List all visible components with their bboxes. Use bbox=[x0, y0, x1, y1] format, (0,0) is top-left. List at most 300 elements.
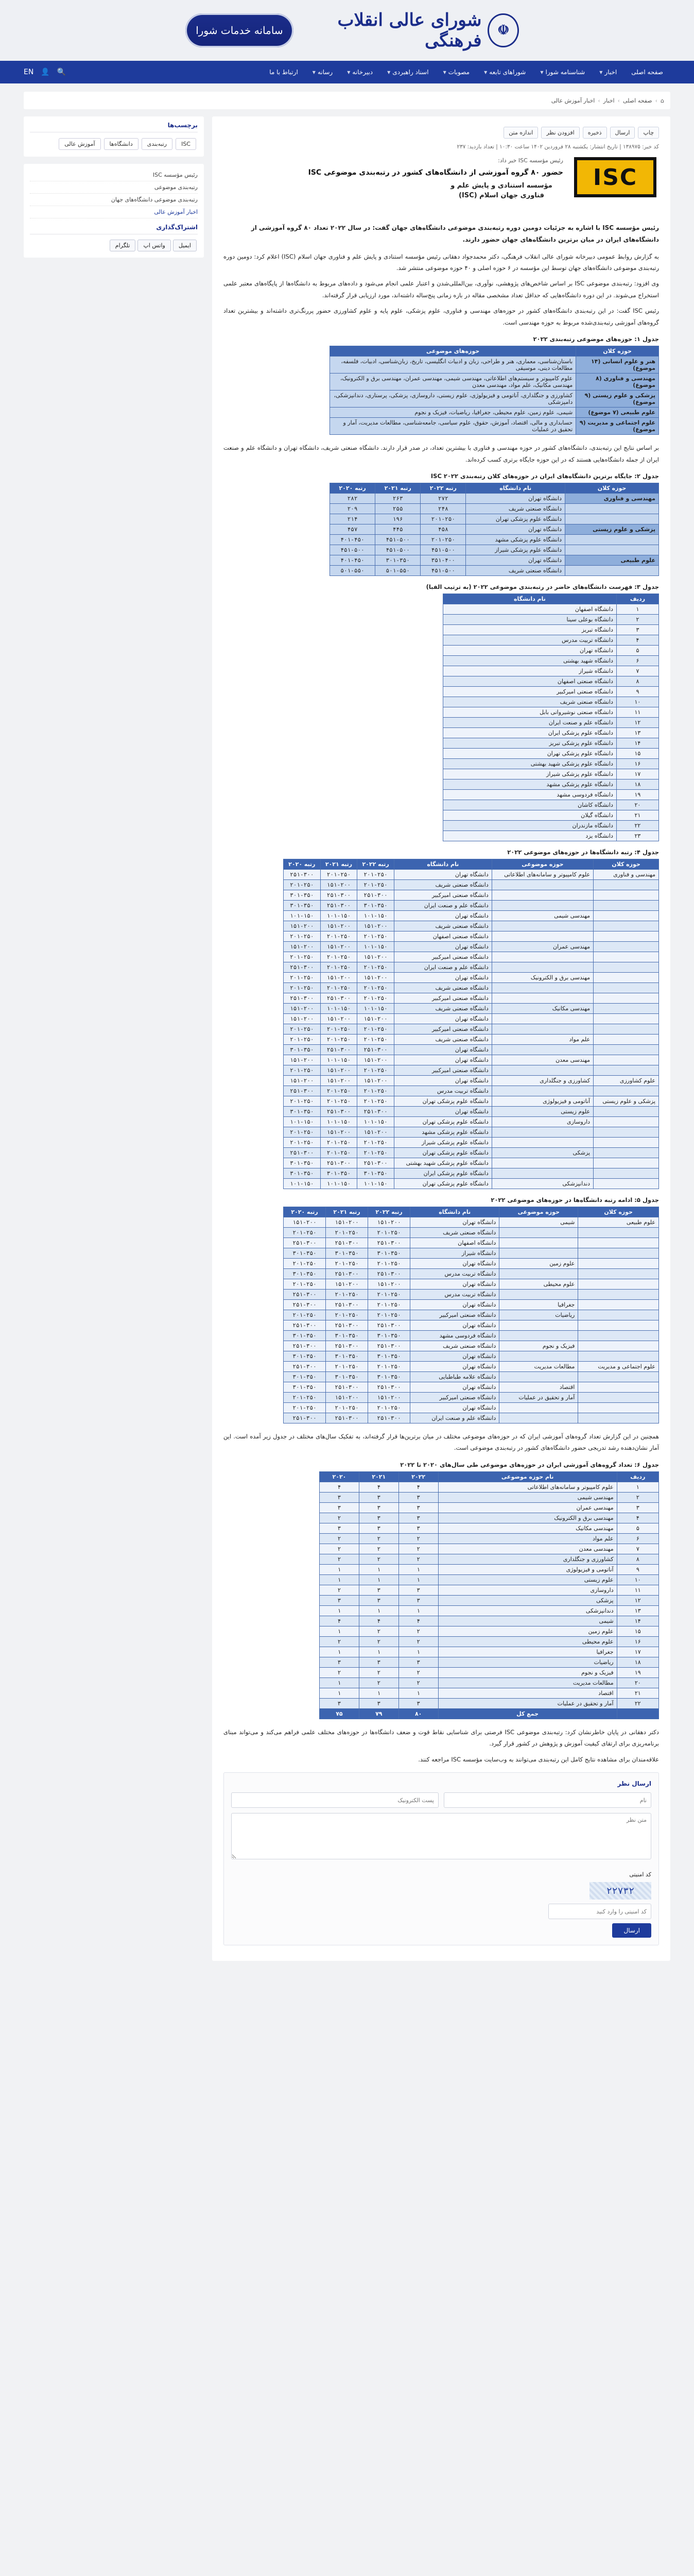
nav-item-2[interactable] bbox=[533, 61, 592, 83]
table-cell: مهندسی شیمی bbox=[492, 910, 593, 921]
table-cell: ۲۵۱-۳۰۰ bbox=[284, 993, 321, 1003]
table-cell bbox=[492, 1024, 593, 1034]
table-cell bbox=[594, 1137, 659, 1147]
table-cell: ۳ bbox=[617, 1502, 658, 1513]
table-cell: دانشگاه کاشان bbox=[443, 800, 617, 810]
nav-item-0[interactable] bbox=[624, 61, 670, 83]
table-cell: ۱ bbox=[320, 1605, 359, 1616]
table-row bbox=[330, 545, 659, 555]
table-row bbox=[443, 779, 659, 789]
table-cell: اقتصاد bbox=[499, 1382, 578, 1392]
table-header-cell: رتبه ۲۰۲۰ bbox=[330, 483, 375, 493]
table-cell: داروسازی bbox=[492, 1116, 593, 1127]
table-header-cell: رتبه ۲۰۲۲ bbox=[357, 859, 394, 869]
table-cell: ۲۰۱-۲۵۰ bbox=[368, 1361, 410, 1371]
table-cell: ۱۵۱-۲۰۰ bbox=[320, 921, 357, 931]
table-cell: ۲۲ bbox=[617, 1698, 658, 1708]
table-cell: دانشگاه صنعتی امیرکبیر bbox=[394, 890, 492, 900]
table-row bbox=[320, 1564, 659, 1574]
table-cell: ۱۱ bbox=[617, 1585, 658, 1595]
table-cell: ۲۵۱-۳۰۰ bbox=[368, 1320, 410, 1330]
nav-item-3[interactable] bbox=[477, 61, 533, 83]
table-cell: ۳۰۱-۳۵۰ bbox=[284, 1106, 321, 1116]
table-cell: دانشگاه علم و صنعت ایران bbox=[394, 962, 492, 972]
table-row bbox=[284, 952, 659, 962]
nav-item-1[interactable] bbox=[592, 61, 624, 83]
table-cell: ۳ bbox=[398, 1492, 438, 1502]
table-cell: ۳۰۱-۳۵۰ bbox=[326, 1371, 368, 1382]
table-header-row bbox=[284, 1207, 659, 1217]
table-cell: دانشگاه صنعتی امیرکبیر bbox=[443, 686, 617, 697]
nav-item-4[interactable] bbox=[436, 61, 477, 83]
table-group-counts bbox=[319, 1471, 659, 1719]
article-paragraphs bbox=[223, 251, 659, 329]
table-cell: آمار و تحقیق در عملیات bbox=[438, 1698, 617, 1708]
table-cell: ۳۰۱-۳۵۰ bbox=[284, 890, 321, 900]
table-cell bbox=[499, 1227, 578, 1238]
table-cell: ۲۵۱-۳۰۰ bbox=[284, 869, 321, 879]
table-row bbox=[443, 604, 659, 614]
table-row bbox=[443, 717, 659, 727]
table-cell: علوم طبیعی bbox=[578, 1217, 659, 1227]
table-cell: ۴ bbox=[359, 1482, 398, 1492]
table-cell: ۲۰۱-۲۵۰ bbox=[320, 1024, 357, 1034]
table-row bbox=[284, 900, 659, 910]
table-cell: دانشگاه صنعتی امیرکبیر bbox=[394, 952, 492, 962]
table-cell: ۲۰۱-۲۵۰ bbox=[357, 1147, 394, 1158]
table-cell: ۲۵۱-۳۰۰ bbox=[284, 1238, 326, 1248]
share-email-button[interactable]: ایمیل bbox=[173, 240, 197, 251]
table-cell: دانشگاه تهران bbox=[394, 1044, 492, 1055]
user-icon[interactable]: 👤 bbox=[41, 68, 50, 76]
table-row bbox=[284, 1402, 659, 1413]
nav-item-label: اسناد راهبردی bbox=[392, 69, 429, 76]
table-cell: ۲۰۱-۲۵۰ bbox=[320, 1034, 357, 1044]
table-cell: مهندسی و فناوری (۸ موضوع) bbox=[576, 374, 659, 391]
sidebar-share-buttons bbox=[30, 239, 198, 252]
table-row bbox=[330, 503, 659, 514]
table-cell: ۲ bbox=[398, 1667, 438, 1677]
table-cell: دانشگاه صنعتی شریف bbox=[410, 1341, 499, 1351]
table-cell: دانشگاه شیراز bbox=[443, 666, 617, 676]
main-navbar bbox=[0, 61, 694, 83]
table-cell: ۱ bbox=[320, 1564, 359, 1574]
table-cell: ۴ bbox=[617, 1513, 658, 1523]
table-cell bbox=[499, 1289, 578, 1299]
table-cell: ۵ bbox=[616, 645, 658, 655]
breadcrumb-item[interactable]: اخبار آموزش عالی bbox=[551, 97, 595, 104]
article-tool-button[interactable]: ذخیره bbox=[583, 127, 607, 139]
emblem-icon: ☫ bbox=[488, 13, 519, 47]
table-cell: ۱ bbox=[320, 1677, 359, 1688]
article-tool-button[interactable]: ارسال bbox=[610, 127, 635, 139]
table-cell: دانشگاه فردوسی مشهد bbox=[443, 789, 617, 800]
table-cell: دانشگاه صنعتی شریف bbox=[394, 921, 492, 931]
table-row bbox=[284, 1268, 659, 1279]
table-cell: دانشگاه علوم پزشکی شیراز bbox=[466, 545, 565, 555]
article-paragraph: رئیس ISC گفت: در این رتبه‌بندی دانشگاه‌های کشور در حوزه‌های مهندسی و فناوری، علوم پزشکی، علوم پایه و علوم کشاورزی حضور پررنگ‌تری داشته‌اند و بیشترین تعداد گروه‌های آموزشی رتبه‌بندی‌شده مربوط به حوزه مهندسی است. bbox=[223, 307, 659, 326]
table-header-cell: حوزه موضوعی bbox=[499, 1207, 578, 1217]
table-cell: ۱۸ bbox=[617, 1657, 658, 1667]
table-cell: ۱۲ bbox=[616, 717, 658, 727]
chevron-down-icon: ▼ bbox=[387, 70, 391, 75]
table-cell: ۱۰۱-۱۵۰ bbox=[357, 1178, 394, 1189]
share-telegram-button[interactable]: تلگرام bbox=[110, 240, 136, 251]
table-row bbox=[284, 1086, 659, 1096]
table-cell bbox=[578, 1279, 659, 1289]
table-cell: ۲۰ bbox=[617, 1677, 658, 1688]
article-paragraph: به گزارش روابط عمومی دبیرخانه شورای عالی انقلاب فرهنگی، دکتر محمدجواد دهقانی رئیس مؤسسه استنادی و پایش علم و فناوری جهان اسلام (ISC) اعلام کرد: دومین دوره رتبه‌بندی موضوعی دانشگاه‌های جهان توسط این مؤسسه در ۶ حوزه اصلی و ۴۰ حوزه موضوعی منتشر شد. bbox=[223, 252, 659, 272]
table-cell: ۳۰۱-۳۵۰ bbox=[326, 1351, 368, 1361]
table-cell bbox=[578, 1341, 659, 1351]
table-cell: ۲ bbox=[359, 1667, 398, 1677]
table-cell: ۴ bbox=[320, 1482, 359, 1492]
table-cell: ۲۰۱-۲۵۰ bbox=[326, 1402, 368, 1413]
table-header-row bbox=[320, 1471, 659, 1482]
table-cell: ۳۰۱-۳۵۰ bbox=[284, 1330, 326, 1341]
table-row bbox=[320, 1554, 659, 1564]
table-cell: ۲۰۱-۲۵۰ bbox=[284, 1392, 326, 1402]
table-cell: ۲ bbox=[359, 1636, 398, 1647]
table-cell: ۱۰۱-۱۵۰ bbox=[320, 1003, 357, 1013]
table-cell: ۲۰۱-۲۵۰ bbox=[326, 1227, 368, 1238]
table-cell: ۱۹ bbox=[616, 789, 658, 800]
table-cell: باستان‌شناسی، معماری، هنر و طراحی، زبان و ادبیات انگلیسی، تاریخ، زبان‌شناسی، ادبیات، فلسفه، مطالعات دینی، موسیقی bbox=[330, 357, 576, 374]
table-cell: دانشگاه تهران bbox=[394, 1013, 492, 1024]
table-cell: ۲۰۱-۲۵۰ bbox=[284, 972, 321, 982]
article-paragraph-end1: دکتر دهقانی در پایان خاطرنشان کرد: رتبه‌بندی موضوعی ISC فرصتی برای شناسایی نقاط قوت و ضعف دانشگاه‌ها در حوزه‌های مختلف علمی فراهم می‌کند و می‌تواند مبنای برنامه‌ریزی برای ارتقای کیفیت آموزش و پژوهش در کشور قرار گیرد. bbox=[223, 1728, 659, 1748]
breadcrumb-separator: › bbox=[617, 97, 620, 104]
table-cell: دانشگاه علوم پزشکی تهران bbox=[394, 1116, 492, 1127]
site-title-text: شورای عالی انقلاب فرهنگی bbox=[337, 10, 482, 51]
table-cell: حسابداری و مالی، اقتصاد، آموزش، حقوق، علوم سیاسی، جامعه‌شناسی، مطالعات مدیریت، آمار و تحقیق در عملیات bbox=[330, 418, 576, 435]
table-row bbox=[284, 1013, 659, 1024]
table-cell: علم مواد bbox=[438, 1533, 617, 1544]
table-row bbox=[443, 614, 659, 624]
table-cell: دانشگاه علوم پزشکی تهران bbox=[394, 1178, 492, 1189]
table-cell: ۵۰۱-۵۵۰ bbox=[330, 565, 375, 575]
table-cell: ۲۵۱-۳۰۰ bbox=[320, 993, 357, 1003]
table-cell: ۴۰۱-۴۵۰ bbox=[330, 534, 375, 545]
table-cell: ۳ bbox=[616, 624, 658, 635]
table-cell: ۳ bbox=[398, 1585, 438, 1595]
table-row bbox=[443, 645, 659, 655]
table-cell: آناتومی و فیزیولوژی bbox=[492, 1096, 593, 1106]
search-icon[interactable]: 🔍 bbox=[57, 68, 66, 76]
table-row bbox=[284, 982, 659, 993]
table-row bbox=[284, 1217, 659, 1227]
table-cell bbox=[594, 941, 659, 952]
table-cell bbox=[594, 1127, 659, 1137]
table-cell: ۳ bbox=[398, 1698, 438, 1708]
table-cell: ۵ bbox=[617, 1523, 658, 1533]
table-cell bbox=[578, 1268, 659, 1279]
table-cell: ۲ bbox=[320, 1667, 359, 1677]
table-cell: ۲۵۱-۳۰۰ bbox=[284, 1320, 326, 1330]
home-icon[interactable]: ⌂ bbox=[661, 97, 664, 104]
sidebar-info-line[interactable]: اخبار آموزش عالی bbox=[30, 206, 198, 218]
table-cell: پزشکی و علوم زیستی bbox=[565, 524, 659, 534]
table-row bbox=[443, 820, 659, 831]
article-paragraph-mid: بر اساس نتایج این رتبه‌بندی، دانشگاه‌های کشور در حوزه مهندسی و فناوری با بیشترین تعداد، در صدر قرار دارند. دانشگاه صنعتی شریف، دانشگاه تهران و دانشگاه علم و صنعت ایران از جمله دانشگاه‌هایی هستند که در این حوزه جایگاه برتری کسب کرده‌اند. bbox=[223, 444, 659, 463]
table-cell: دانشگاه تربیت مدرس bbox=[410, 1268, 499, 1279]
table-row bbox=[443, 727, 659, 738]
table-cell: ۱۰۱-۱۵۰ bbox=[357, 1003, 394, 1013]
name-input[interactable] bbox=[444, 1792, 651, 1808]
table-cell: ۲۰۱-۲۵۰ bbox=[284, 1258, 326, 1268]
table-cell: ۱۵۱-۲۰۰ bbox=[320, 1075, 357, 1086]
table-row bbox=[284, 1361, 659, 1371]
table-cell: ۱ bbox=[359, 1605, 398, 1616]
table-row bbox=[320, 1626, 659, 1636]
table-header-cell: حوزه کلان bbox=[576, 346, 659, 357]
table-cell: ۲۵۱-۳۰۰ bbox=[320, 890, 357, 900]
table-cell: ۱۵۱-۲۰۰ bbox=[357, 1055, 394, 1065]
table-row bbox=[320, 1492, 659, 1502]
table-cell: ۱۵۱-۲۰۰ bbox=[326, 1279, 368, 1289]
table-row bbox=[284, 993, 659, 1003]
table-row bbox=[443, 666, 659, 676]
table-cell: دانشگاه علامه طباطبایی bbox=[410, 1371, 499, 1382]
table-cell: ۳ bbox=[398, 1657, 438, 1667]
table-cell: ۱۰۱-۱۵۰ bbox=[320, 1055, 357, 1065]
table-cell: ۲۰۱-۲۵۰ bbox=[357, 962, 394, 972]
table-cell bbox=[594, 993, 659, 1003]
table-cell: ۲۰۱-۲۵۰ bbox=[320, 962, 357, 972]
table-row bbox=[284, 1178, 659, 1189]
table-total-cell: ۷۹ bbox=[359, 1708, 398, 1719]
table-cell: دانشگاه علم و صنعت ایران bbox=[394, 900, 492, 910]
tag-link[interactable]: ISC bbox=[176, 138, 196, 150]
table-row bbox=[443, 686, 659, 697]
table-cell: ۲۰۱-۲۵۰ bbox=[326, 1361, 368, 1371]
table-cell: ۱۵۱-۲۰۰ bbox=[326, 1217, 368, 1227]
table-cell: ۱۵۱-۲۰۰ bbox=[320, 1127, 357, 1137]
table-header-cell: رتبه ۲۰۲۲ bbox=[421, 483, 466, 493]
table-cell: علوم طبیعی (۷ موضوع) bbox=[576, 408, 659, 418]
table-cell: ۲۰۱-۲۵۰ bbox=[421, 514, 466, 524]
table-cell: ۲۰۹ bbox=[330, 503, 375, 514]
language-switch[interactable]: EN bbox=[24, 68, 34, 76]
table-cell: ۲۰۱-۲۵۰ bbox=[284, 982, 321, 993]
site-header bbox=[0, 0, 694, 61]
table-row bbox=[284, 1341, 659, 1351]
table-cell: ۱۵۱-۲۰۰ bbox=[284, 941, 321, 952]
breadcrumb-item[interactable]: اخبار bbox=[603, 97, 615, 104]
send-comment-button[interactable]: ارسال bbox=[612, 1923, 651, 1938]
table-cell bbox=[499, 1413, 578, 1423]
table-cell: ۱۵۱-۲۰۰ bbox=[320, 1065, 357, 1075]
table-cell: ۲۰۱-۲۵۰ bbox=[357, 1137, 394, 1147]
tag-link[interactable]: دانشگاه‌ها bbox=[104, 138, 138, 150]
isc-logo-caption: مؤسسه استنادی و پایش علم و فناوری جهان اسلام (ISC) bbox=[450, 182, 552, 199]
table-cell: ۱۷ bbox=[617, 1647, 658, 1657]
table-cell: ۱۴ bbox=[617, 1616, 658, 1626]
article-meta: کد خبر: ۱۳۸۹۷۵ | تاریخ انتشار: یکشنبه ۲۸ فروردین ۱۴۰۲ ساعت ۱۰:۳۰ | تعداد بازدید: ۲۳۷ bbox=[457, 144, 659, 150]
site-title[interactable] bbox=[293, 10, 519, 51]
nav-item-6[interactable] bbox=[340, 61, 380, 83]
table-cell: ۲۰۱-۲۵۰ bbox=[357, 1065, 394, 1075]
breadcrumb-item[interactable]: صفحه اصلی bbox=[623, 97, 652, 104]
table-row bbox=[284, 1310, 659, 1320]
table-cell bbox=[492, 879, 593, 890]
table-cell: هنر و علوم انسانی (۱۴ موضوع) bbox=[576, 357, 659, 374]
table-cell: ۲۰۱-۲۵۰ bbox=[357, 879, 394, 890]
table-cell: ۲۵۱-۳۰۰ bbox=[284, 962, 321, 972]
table-cell: ۳۰۱-۳۵۰ bbox=[320, 1168, 357, 1178]
table-cell: ۲۵۱-۳۰۰ bbox=[326, 1268, 368, 1279]
table-cell: ۲۵۱-۳۰۰ bbox=[284, 1341, 326, 1351]
table-cell: ۲۲ bbox=[616, 820, 658, 831]
table-cell: دانشگاه صنعتی اصفهان bbox=[394, 931, 492, 941]
table-row bbox=[443, 800, 659, 810]
table-row bbox=[320, 1657, 659, 1667]
table-header-row bbox=[330, 346, 659, 357]
table-cell: ۳۰۱-۳۵۰ bbox=[375, 555, 421, 565]
table-row bbox=[284, 1299, 659, 1310]
table-header-cell: حوزه کلان bbox=[594, 859, 659, 869]
table-cell: دانشگاه تهران bbox=[410, 1382, 499, 1392]
table-cell: مهندسی مکانیک bbox=[492, 1003, 593, 1013]
table-cell: ۷ bbox=[616, 666, 658, 676]
article-title: حضور ۸۰ گروه آموزشی از دانشگاه‌های کشور در رتبه‌بندی موضوعی ISC bbox=[308, 168, 563, 177]
table-cell: ۲۰ bbox=[616, 800, 658, 810]
table-cell: ۳ bbox=[320, 1595, 359, 1605]
table-cell: ۲۵۱-۳۰۰ bbox=[284, 1413, 326, 1423]
nav-item-5[interactable] bbox=[380, 61, 436, 83]
table-cell: ۴۵۱-۵۰۰ bbox=[330, 545, 375, 555]
table-cell: ۳۰۱-۳۵۰ bbox=[357, 1168, 394, 1178]
table-cell: ۳۰۱-۳۵۰ bbox=[284, 1371, 326, 1382]
tag-link[interactable]: رتبه‌بندی bbox=[142, 138, 172, 150]
table-cell: ۲۰۱-۲۵۰ bbox=[284, 1137, 321, 1147]
table-row bbox=[443, 789, 659, 800]
table-cell bbox=[499, 1371, 578, 1382]
table-cell: دانشگاه صنعتی شریف bbox=[394, 1003, 492, 1013]
article-paragraph-end2: علاقه‌مندان برای مشاهده نتایج کامل این رتبه‌بندی می‌توانند به وب‌سایت مؤسسه ISC مراجعه کنند. bbox=[418, 1755, 659, 1763]
table-cell: ۱۰۱-۱۵۰ bbox=[320, 910, 357, 921]
tag-link[interactable]: آموزش عالی bbox=[59, 138, 100, 150]
table-cell bbox=[594, 1044, 659, 1055]
table-cell: ۱ bbox=[616, 604, 658, 614]
table-header-cell: حوزه کلان bbox=[578, 1207, 659, 1217]
table-header-cell: ۲۰۲۲ bbox=[398, 1471, 438, 1482]
table-cell bbox=[578, 1258, 659, 1268]
table-cell: ۱۷ bbox=[616, 769, 658, 779]
table-cell: ۳۰۱-۳۵۰ bbox=[284, 1382, 326, 1392]
table-cell bbox=[594, 879, 659, 890]
table-cell: ۱۵ bbox=[616, 748, 658, 758]
table-cell: ۲۵۱-۳۰۰ bbox=[284, 1299, 326, 1310]
table-cell: ۳۵۱-۴۰۰ bbox=[421, 555, 466, 565]
table-cell: ۱۵۱-۲۰۰ bbox=[326, 1392, 368, 1402]
table-cell: ۲۰۱-۲۵۰ bbox=[368, 1227, 410, 1238]
table-cell bbox=[578, 1392, 659, 1402]
table-cell bbox=[499, 1330, 578, 1341]
table-header-cell: رتبه ۲۰۲۲ bbox=[368, 1207, 410, 1217]
table-cell bbox=[499, 1402, 578, 1413]
table-row bbox=[284, 1137, 659, 1147]
share-whatsapp-button[interactable]: واتس اپ bbox=[137, 240, 170, 251]
breadcrumb-separator: › bbox=[655, 97, 658, 104]
table-cell: ۲۰۱-۲۵۰ bbox=[284, 879, 321, 890]
table-cell: دانشگاه صنعتی شریف bbox=[466, 503, 565, 514]
table-row bbox=[320, 1636, 659, 1647]
sidebar-tags bbox=[24, 116, 204, 157]
table-cell: ۱۵۱-۲۰۰ bbox=[284, 1013, 321, 1024]
table-row bbox=[320, 1544, 659, 1554]
table-cell bbox=[578, 1330, 659, 1341]
comment-form-row bbox=[231, 1792, 651, 1808]
table-cell: ۲۰۱-۲۵۰ bbox=[320, 869, 357, 879]
table-cell: ۲۰۱-۲۵۰ bbox=[284, 1096, 321, 1106]
table-cell: ۲۵۱-۳۰۰ bbox=[368, 1268, 410, 1279]
services-banner[interactable]: سامانه خدمات شورا bbox=[185, 13, 293, 47]
table-cell: ۳ bbox=[320, 1523, 359, 1533]
table-row bbox=[443, 769, 659, 779]
table-cell: ۸ bbox=[617, 1554, 658, 1564]
table-top-universities bbox=[329, 483, 659, 576]
table-cell: دانشگاه صنعتی امیرکبیر bbox=[394, 1024, 492, 1034]
table-cell: ۱۰۱-۱۵۰ bbox=[357, 910, 394, 921]
captcha-input[interactable] bbox=[548, 1904, 651, 1919]
table-cell: دانشگاه علوم پزشکی مشهد bbox=[394, 1127, 492, 1137]
article-tool-button[interactable]: چاپ bbox=[638, 127, 659, 139]
table-cell: اقتصاد bbox=[438, 1688, 617, 1698]
captcha-row bbox=[231, 1871, 651, 1938]
nav-item-8[interactable] bbox=[262, 61, 305, 83]
table-row bbox=[320, 1616, 659, 1626]
table-row bbox=[320, 1482, 659, 1492]
table-cell: دانشگاه اصفهان bbox=[410, 1238, 499, 1248]
table-cell: ۲۰۱-۲۵۰ bbox=[284, 1065, 321, 1075]
table-total-cell: جمع کل bbox=[438, 1708, 617, 1719]
table-cell: ۳۰۱-۳۵۰ bbox=[326, 1248, 368, 1258]
table-subject-ranks bbox=[283, 859, 659, 1189]
table-total-cell: ۸۰ bbox=[398, 1708, 438, 1719]
table-cell bbox=[594, 952, 659, 962]
table-cell: دانشگاه صنعتی شریف bbox=[394, 1034, 492, 1044]
table-header-cell: ۲۰۲۱ bbox=[359, 1471, 398, 1482]
table-cell: دانشگاه صنعتی شریف bbox=[466, 565, 565, 575]
table-cell: دانشگاه تهران bbox=[394, 1075, 492, 1086]
table-cell: ۲۰۱-۲۵۰ bbox=[320, 982, 357, 993]
email-input[interactable] bbox=[231, 1792, 439, 1808]
table-cell: دانشگاه شیراز bbox=[410, 1248, 499, 1258]
table-cell: ۲۰۱-۲۵۰ bbox=[357, 1024, 394, 1034]
table-row bbox=[284, 1258, 659, 1268]
nav-item-7[interactable] bbox=[305, 61, 340, 83]
table5-caption: جدول ۵: ادامه رتبه دانشگاه‌ها در حوزه‌های موضوعی ۲۰۲۲ bbox=[491, 1196, 659, 1204]
table-row bbox=[443, 831, 659, 841]
table-cell bbox=[492, 1065, 593, 1075]
table-cell: دانشگاه صنعتی امیرکبیر bbox=[410, 1392, 499, 1402]
comment-textarea[interactable] bbox=[231, 1813, 651, 1859]
article-tool-button[interactable]: افزودن نظر bbox=[541, 127, 579, 139]
table-cell bbox=[594, 1158, 659, 1168]
table-cell: ۲۰۱-۲۵۰ bbox=[368, 1258, 410, 1268]
table-cell: دانشگاه علوم پزشکی تهران bbox=[394, 1096, 492, 1106]
article-tool-button[interactable]: اندازه متن bbox=[504, 127, 538, 139]
table-cell: ریاضیات bbox=[499, 1310, 578, 1320]
captcha-image: ۲۲۷۳۲ bbox=[589, 1882, 651, 1900]
table-row bbox=[320, 1574, 659, 1585]
table-row bbox=[284, 1320, 659, 1330]
table-header-cell: رتبه ۲۰۲۱ bbox=[375, 483, 421, 493]
table-cell: ۱۸ bbox=[616, 779, 658, 789]
table-cell: ۲۰۱-۲۵۰ bbox=[368, 1289, 410, 1299]
table-cell: دانشگاه تربیت مدرس bbox=[443, 635, 617, 645]
